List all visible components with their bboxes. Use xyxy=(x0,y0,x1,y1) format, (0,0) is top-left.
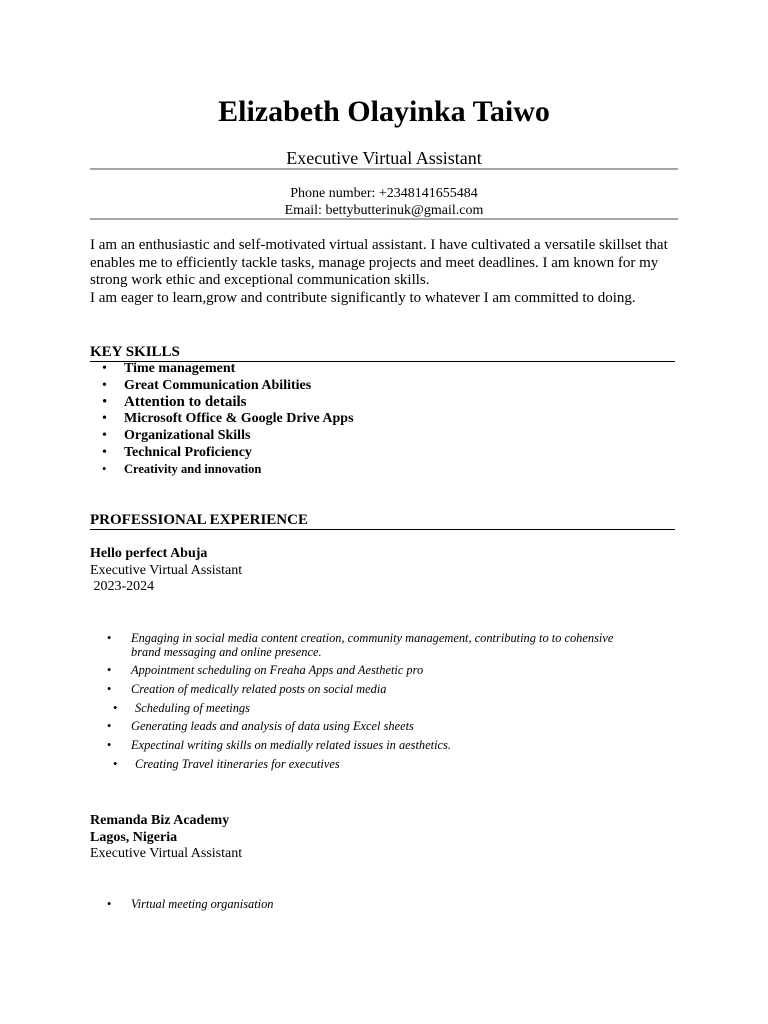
company-location: Lagos, Nigeria xyxy=(90,829,178,845)
duties-list xyxy=(90,632,635,776)
skill-item: • Time management xyxy=(90,361,354,378)
skill-item: • Technical Proficiency xyxy=(90,445,354,462)
candidate-name: Elizabeth Olayinka Taiwo xyxy=(218,95,550,128)
duty-item: • Engaging in social media content creation, community management, contributing to to cohensive brand messaging and online presence. xyxy=(90,632,631,659)
duty-item: • Expectinal writing skills on medially related issues in aesthetics. xyxy=(90,739,631,753)
duty-item: • Scheduling of meetings xyxy=(90,702,635,716)
job-entry xyxy=(90,813,242,863)
skill-item: • Creativity and innovation xyxy=(90,461,354,478)
experience-heading: PROFESSIONAL EXPERIENCE xyxy=(90,512,675,530)
job-role: Executive Virtual Assistant xyxy=(90,846,243,862)
header-divider xyxy=(90,168,678,170)
skills-list xyxy=(90,361,354,478)
email-address: Email: bettybutterinuk@gmail.com xyxy=(284,203,484,218)
skill-item: • Great Communication Abilities xyxy=(90,378,354,395)
duty-item: • Creation of medically related posts on social media xyxy=(90,683,631,697)
skill-item: • Attention to details xyxy=(90,394,354,411)
profile-summary xyxy=(90,237,680,307)
duties-list xyxy=(90,898,631,917)
key-skills-heading: KEY SKILLS xyxy=(90,344,675,362)
summary-paragraph: I am eager to learn,grow and contribute significantly to whatever I am committed to doing. xyxy=(90,289,636,306)
duty-item: • Appointment scheduling on Freaha Apps and Aesthetic pro xyxy=(90,664,631,678)
company-name: Remanda Biz Academy xyxy=(90,813,230,828)
skill-item: • Organizational Skills xyxy=(90,428,354,445)
duty-item: • Virtual meeting organisation xyxy=(90,898,631,912)
job-period: 2023-2024 xyxy=(90,579,155,595)
duty-item: • Creating Travel itineraries for executives xyxy=(90,758,635,772)
job-role: Executive Virtual Assistant xyxy=(90,562,243,578)
summary-paragraph: I am an enthusiastic and self-motivated virtual assistant. I have cultivated a versatile skillset that enables me to efficiently tackle tasks, manage projects and meet deadlines. I am known for my strong work ethic and exceptional communication skills. xyxy=(90,237,668,289)
phone-number: Phone number: +2348141655484 xyxy=(290,186,478,201)
contact-divider xyxy=(90,218,678,220)
skill-item: • Microsoft Office & Google Drive Apps xyxy=(90,411,354,428)
duty-item: • Generating leads and analysis of data using Excel sheets xyxy=(90,720,631,734)
candidate-title: Executive Virtual Assistant xyxy=(286,148,482,168)
job-entry xyxy=(90,546,242,596)
company-name: Hello perfect Abuja xyxy=(90,546,208,561)
